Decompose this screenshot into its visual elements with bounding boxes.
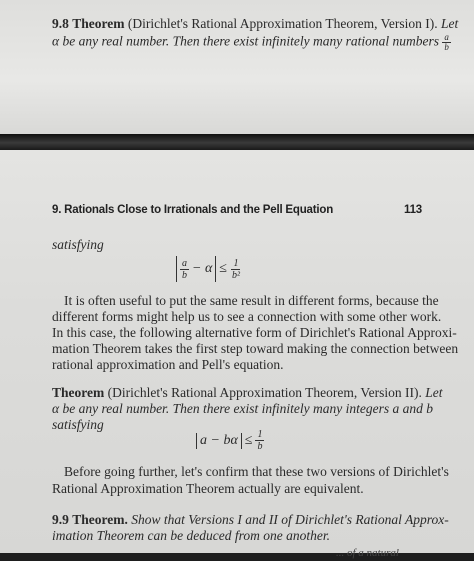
theorem-label: Theorem. (72, 512, 128, 527)
fraction-numerator: a (182, 257, 187, 269)
theorem-title: (Dirichlet's Rational Approximation Theorem, Version II). (107, 385, 422, 400)
fraction-numerator: 1 (233, 257, 239, 269)
abs-bar-right (215, 256, 216, 282)
satisfying-label: satisfying (52, 237, 104, 252)
theorem-statement-text: Show that Versions I and II of Dirichlet's Rational Approx- (131, 512, 449, 527)
theorem-9-8-heading (52, 16, 458, 32)
theorem-statement-text: α be any real number. Then there exist infinitely many rational numbers (52, 33, 440, 49)
theorem-body-line: α be any real number. Then there exist infinitely many integers a and b (52, 401, 434, 416)
theorem-let: Let (425, 385, 443, 400)
theorem-heading (52, 385, 443, 401)
paragraph-line: rational approximation and Pell's equation. (52, 357, 284, 372)
paragraph-line: It is often useful to put the same result in different forms, because the (64, 293, 439, 308)
section-title: 9. Rationals Close to Irrationals and the Pell Equation (52, 204, 334, 216)
inequality-formula-1 (176, 256, 242, 282)
previous-page-region (0, 0, 474, 134)
abs-bar-left (176, 256, 177, 282)
theorem-body-line: imation Theorem can be deduced from one another. (52, 528, 330, 543)
paragraph-line: In this case, the following alternative form of Dirichlet's Rational Approxi- (52, 325, 457, 340)
theorem-title: (Dirichlet's Rational Approximation Theorem, Version I). (127, 16, 438, 31)
cut-off-text: ... of a natural (336, 547, 399, 559)
running-header (52, 204, 422, 216)
abs-expression: a − bα (200, 432, 238, 448)
fraction-numerator: 1 (257, 429, 263, 440)
fraction-one-over-b-squared (230, 258, 242, 281)
inequality-formula-2 (196, 429, 264, 452)
fraction-denominator: b (444, 42, 449, 52)
theorem-number: 9.9 (52, 512, 69, 527)
fraction-one-over-b (255, 429, 264, 452)
theorem-label: Theorem (52, 385, 105, 400)
page-gap-shadow (0, 134, 474, 150)
abs-bar-left (196, 433, 197, 449)
paragraph-line: Rational Approximation Theorem actually are equivalent. (52, 481, 364, 496)
paragraph-line: different forms might help us to see a connection with some other work. (52, 309, 442, 324)
minus-alpha: − α (192, 261, 213, 276)
paragraph-line: mation Theorem takes the first step toward making the connection between (52, 341, 459, 356)
theorem-heading (52, 512, 449, 528)
fraction-denominator: b² (231, 269, 240, 281)
paragraph-line: Before going further, let's confirm that these two versions of Dirichlet's (64, 464, 449, 479)
leq-sign: ≤ (219, 261, 227, 276)
fraction-denominator: b (257, 441, 263, 452)
fraction-numerator: a (444, 32, 449, 42)
theorem-9-8-body-line (52, 33, 451, 52)
fraction-denominator: b (182, 269, 187, 281)
abs-bar-right (241, 433, 242, 449)
leq-sign: ≤ (244, 432, 253, 448)
theorem-label: Theorem (72, 16, 125, 31)
page-number: 113 (404, 204, 422, 216)
theorem-body-line: satisfying (52, 417, 104, 432)
theorem-let: Let (441, 16, 459, 31)
fraction-a-over-b (442, 33, 451, 52)
theorem-number: 9.8 (52, 16, 69, 31)
fraction-a-over-b (180, 258, 189, 281)
